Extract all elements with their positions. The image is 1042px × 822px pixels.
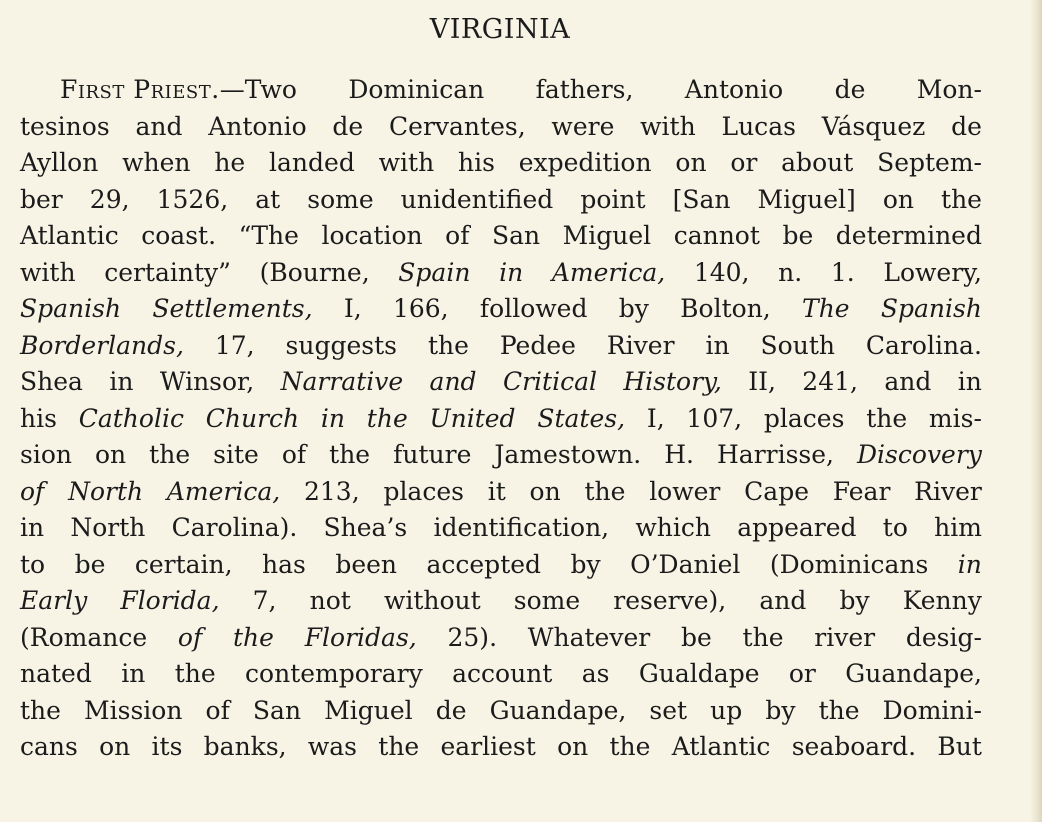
word: its <box>151 732 183 761</box>
word: Mission <box>84 695 183 725</box>
word: Septem- <box>877 148 982 177</box>
word: on <box>882 184 914 214</box>
text-line <box>20 693 982 730</box>
word: cans <box>20 732 78 761</box>
word: Ayllon <box>20 148 99 177</box>
word: on <box>95 440 127 469</box>
word: n. <box>778 257 803 287</box>
word: of <box>445 221 470 250</box>
word: San <box>491 221 541 250</box>
text-line <box>20 583 982 620</box>
word: places <box>763 403 845 433</box>
text-line <box>20 72 982 109</box>
word: Cape <box>744 476 809 506</box>
word: landed <box>269 148 355 177</box>
word: 166, <box>392 294 449 323</box>
text-line <box>20 145 982 182</box>
italic-title-word: of <box>177 622 203 652</box>
word: Antonio <box>208 111 307 141</box>
text-line <box>20 401 982 438</box>
word: when <box>122 148 191 177</box>
word: the <box>174 659 216 688</box>
word: de <box>435 695 467 725</box>
word: But <box>937 732 982 761</box>
word: Gualdape <box>638 659 760 688</box>
italic-title-word: Church <box>205 403 300 433</box>
word: in <box>121 659 146 688</box>
word: 1526, <box>156 184 229 214</box>
italic-title-word: The <box>802 294 850 323</box>
text-line <box>20 474 982 511</box>
word: location <box>321 221 423 250</box>
word: banks, <box>203 732 287 761</box>
word: Winsor, <box>159 367 255 396</box>
word: followed <box>479 294 588 323</box>
word: with <box>20 257 76 287</box>
word: with <box>378 148 435 177</box>
italic-title-word: America, <box>551 257 666 287</box>
word: 17, <box>214 330 255 360</box>
word: and <box>884 367 932 396</box>
word: his <box>457 148 495 177</box>
word: him <box>934 513 982 542</box>
word: Domini- <box>882 695 982 725</box>
word: Kenny <box>902 586 982 615</box>
word: or <box>730 148 758 177</box>
italic-title-word: in <box>499 257 524 287</box>
word: certain, <box>134 549 233 579</box>
word: the <box>584 476 626 506</box>
word: up <box>710 695 743 725</box>
text-line <box>20 656 982 693</box>
word: which <box>635 513 711 542</box>
word: future <box>393 440 472 469</box>
word: (Bourne, <box>259 257 370 287</box>
word: suggests <box>285 330 397 360</box>
page-gutter-shadow <box>1030 0 1042 822</box>
word: by <box>839 586 870 615</box>
word: Miguel <box>324 695 413 725</box>
word: of <box>205 695 230 725</box>
italic-title-word: in <box>957 549 982 579</box>
word: certainty” <box>104 257 231 287</box>
word: Lucas <box>721 111 796 141</box>
word: by <box>570 549 601 579</box>
italic-title-word: Florida, <box>120 586 220 615</box>
word: Vásquez <box>821 111 926 141</box>
word: expedition <box>518 148 652 177</box>
word: on <box>529 476 561 506</box>
word: without <box>383 586 481 615</box>
running-head: VIRGINIA <box>429 14 571 45</box>
text-line <box>20 620 982 657</box>
italic-title-word: Early <box>20 586 88 615</box>
word: (Dominicans <box>769 549 929 579</box>
italic-title-word: the <box>366 403 408 433</box>
word: II, <box>748 367 776 396</box>
italic-title-word: History, <box>623 367 722 396</box>
lead-group <box>60 72 297 109</box>
italic-title-word: Narrative <box>280 367 404 396</box>
text-line <box>20 218 982 255</box>
text-line <box>20 255 982 292</box>
word: Carolina). <box>171 513 298 542</box>
italic-title-word: America, <box>166 476 281 506</box>
word: reserve), <box>613 586 727 615</box>
word: the <box>149 440 191 469</box>
word: in <box>109 367 134 396</box>
word: —Two <box>219 75 297 104</box>
word: fathers, <box>535 75 634 104</box>
italic-title-word: Borderlands, <box>20 330 184 360</box>
word: desig- <box>905 622 982 652</box>
word: of <box>281 440 307 469</box>
word: [San <box>672 184 731 214</box>
word: lower <box>649 476 721 506</box>
word: be <box>74 549 106 579</box>
word: mis- <box>928 403 982 433</box>
text-line <box>20 547 982 584</box>
word: de <box>951 111 982 141</box>
word: some <box>307 184 374 214</box>
word: de <box>332 111 364 141</box>
italic-title-word: United <box>429 403 516 433</box>
word: Atlantic <box>20 221 119 250</box>
word: 1. <box>830 257 855 287</box>
word: was <box>307 732 358 761</box>
word: been <box>335 549 398 579</box>
word: Carolina. <box>865 330 982 360</box>
word: Guandape, <box>845 659 982 688</box>
word: Shea <box>20 367 83 396</box>
word: 140, <box>693 257 750 287</box>
word: unidentified <box>400 184 554 214</box>
word: it <box>487 476 506 506</box>
word: Harrisse, <box>716 440 834 469</box>
word: be <box>680 622 712 652</box>
word: 107, <box>686 403 743 433</box>
word: Pedee <box>499 330 576 360</box>
italic-title-word: Spanish <box>880 294 982 323</box>
word: Mon- <box>916 75 982 104</box>
word: by <box>618 294 649 323</box>
word: (Romance <box>20 622 148 652</box>
word: Cervantes, <box>389 111 526 141</box>
word: to <box>882 513 908 542</box>
word: 7, <box>252 586 277 615</box>
word: Antonio <box>684 75 784 104</box>
word: site <box>213 440 259 469</box>
italic-title-word: Catholic <box>78 403 184 433</box>
word: the <box>609 732 651 761</box>
word: accepted <box>426 549 542 579</box>
word: ber <box>20 184 63 214</box>
word: Dominican <box>348 75 485 104</box>
word: in <box>20 513 45 542</box>
word: he <box>214 148 246 177</box>
word: identification, <box>433 513 610 542</box>
word: the <box>329 440 371 469</box>
word: by <box>765 695 796 725</box>
text-line <box>20 328 982 365</box>
italic-title-word: Settlements, <box>152 294 313 323</box>
word: the <box>742 622 784 652</box>
word: Guandape, <box>489 695 627 725</box>
word: Shea’s <box>323 513 408 542</box>
word: be <box>782 221 814 250</box>
word: on <box>99 732 131 761</box>
word: about <box>781 148 854 177</box>
word: some <box>513 586 581 615</box>
word: to <box>20 549 46 579</box>
word: North <box>70 513 146 542</box>
word: on <box>675 148 707 177</box>
word: 29, <box>89 184 130 214</box>
word: in <box>705 330 730 360</box>
word: I, <box>646 403 665 433</box>
italic-title-word: of <box>20 476 45 506</box>
word: or <box>788 659 816 688</box>
italic-title-word: Discovery <box>857 440 982 469</box>
italic-title-word: and <box>429 367 477 396</box>
word: places <box>383 476 464 506</box>
word: the <box>866 403 908 433</box>
text-line <box>20 729 982 766</box>
word: determined <box>835 221 982 250</box>
word: on <box>557 732 589 761</box>
text-line <box>20 510 982 547</box>
word: H. <box>664 440 694 469</box>
word: Atlantic <box>671 732 771 761</box>
word: earliest <box>440 732 536 761</box>
word: 213, <box>304 476 360 506</box>
word: with <box>640 111 696 141</box>
word: de <box>834 75 866 104</box>
word: appeared <box>737 513 857 542</box>
italic-title-word: the <box>232 622 274 652</box>
word: tesinos <box>20 111 110 141</box>
word: account <box>452 659 553 688</box>
word: as <box>581 659 610 688</box>
word: seaboard. <box>791 732 917 761</box>
text-line <box>20 182 982 219</box>
word: Bolton, <box>680 294 771 323</box>
word: not <box>309 586 351 615</box>
text-line <box>20 364 982 401</box>
word: 25). <box>447 622 498 652</box>
word: I, <box>343 294 362 323</box>
word: cannot <box>673 221 760 250</box>
word: point <box>580 184 646 214</box>
word: River <box>606 330 675 360</box>
word: river <box>814 622 876 652</box>
word: Whatever <box>527 622 651 652</box>
body-paragraph <box>20 72 982 766</box>
word: Miguel] <box>757 184 856 214</box>
word: Fear <box>832 476 891 506</box>
word: in <box>957 367 982 396</box>
word: River <box>914 476 982 506</box>
word: 241, <box>802 367 858 396</box>
italic-title-word: Spanish <box>20 294 122 323</box>
word: “The <box>238 221 299 250</box>
word: contemporary <box>245 659 423 688</box>
word: set <box>649 695 688 725</box>
italic-title-word: North <box>68 476 144 506</box>
word: Miguel <box>562 221 652 250</box>
italic-title-word: Critical <box>502 367 597 396</box>
word: the <box>818 695 860 725</box>
text-line <box>20 291 982 328</box>
word: South <box>760 330 835 360</box>
word: were <box>551 111 615 141</box>
text-line <box>20 437 982 474</box>
italic-title-word: States, <box>537 403 626 433</box>
italic-title-word: in <box>320 403 346 433</box>
word: has <box>262 549 306 579</box>
word: at <box>255 184 281 214</box>
word: Jamestown. <box>494 440 642 469</box>
word: San <box>252 695 302 725</box>
word: O’Daniel <box>630 549 741 579</box>
word: coast. <box>141 221 217 250</box>
lead-in-small-caps: First Priest. <box>60 75 220 104</box>
text-line <box>20 109 982 146</box>
italic-title-word: Floridas, <box>304 622 417 652</box>
word: the <box>941 184 982 214</box>
word: the <box>20 695 61 725</box>
word: the <box>378 732 420 761</box>
word: his <box>20 403 57 433</box>
word: and <box>759 586 807 615</box>
word: the <box>427 330 469 360</box>
italic-title-word: Spain <box>398 257 471 287</box>
word: Lowery, <box>883 257 982 287</box>
word: nated <box>20 659 92 688</box>
word: and <box>135 111 183 141</box>
word: sion <box>20 440 72 469</box>
